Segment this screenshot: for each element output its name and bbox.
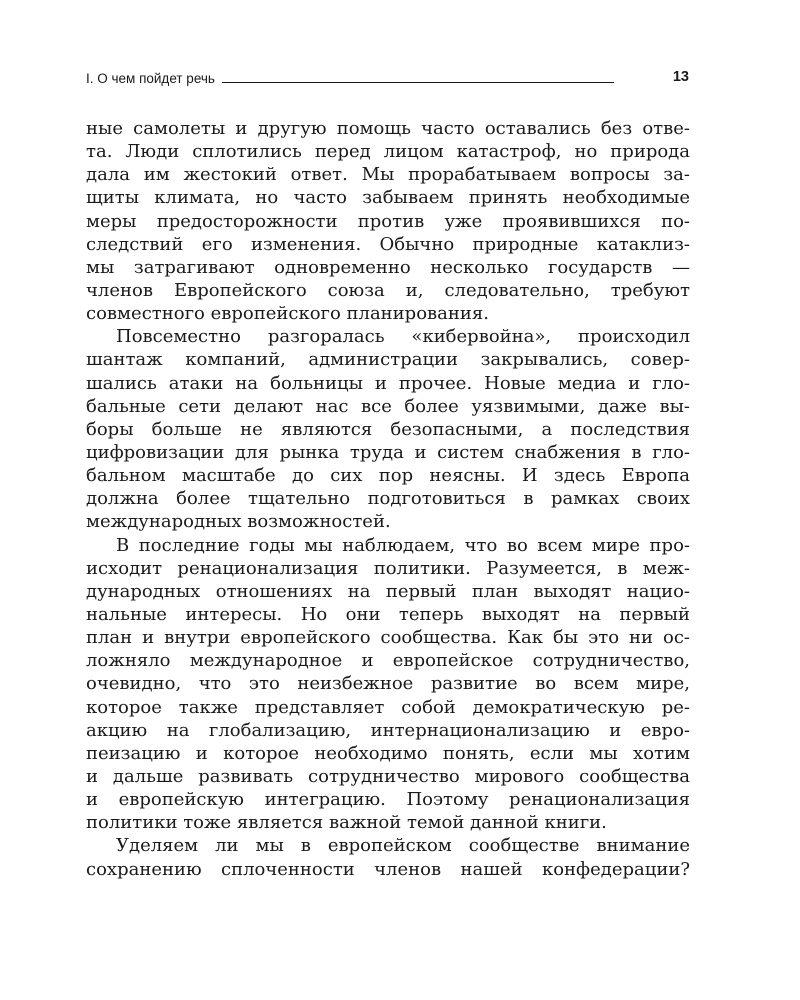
text-line: щиты климата, но часто забываем принять необходимые	[86, 187, 690, 209]
text-line: бальные сети делают нас все более уязвимыми, даже вы-	[86, 395, 690, 417]
text-line: акцию на глобализацию, интернационализацию и евро-	[86, 719, 690, 741]
page-number: 13	[672, 68, 689, 85]
text-line: Повсеместно разгоралась «кибервойна», происходил	[116, 326, 690, 348]
text-line: совместного европейского планирования.	[86, 303, 489, 325]
header-rule	[222, 82, 614, 83]
text-line: следствий его изменения. Обычно природные катаклиз-	[86, 233, 690, 255]
text-line: В последние годы мы наблюдаем, что во всем мире про-	[116, 534, 690, 556]
text-line: международных возможностей.	[86, 511, 391, 533]
text-line: шались атаки на больницы и прочее. Новые медиа и гло-	[86, 372, 690, 394]
text-line: сохранению сплоченности членов нашей конфедерации?	[86, 858, 690, 880]
paragraph	[86, 834, 690, 880]
running-title: I. О чем пойдет речь	[86, 70, 215, 86]
body-text	[86, 117, 690, 881]
text-line: дународных отношениях на первый план выходят нацио-	[86, 580, 690, 602]
text-line: и дальше развивать сотрудничество мирового сообщества	[86, 765, 690, 787]
text-line: членов Европейского союза и, следовательно, требуют	[86, 279, 690, 301]
text-line: которое также представляет собой демократическую ре-	[86, 696, 690, 718]
text-line: меры предосторожности против уже проявившихся по-	[86, 210, 690, 232]
text-line: ложняло международное и европейское сотрудничество,	[86, 650, 690, 672]
text-line: цифровизации для рынка труда и систем снабжения в гло-	[86, 441, 690, 463]
text-line: очевидно, что это неизбежное развитие во всем мире,	[86, 673, 690, 695]
text-line: политики тоже является важной темой данной книги.	[86, 812, 607, 834]
text-line: ные самолеты и другую помощь часто оставались без отве-	[86, 118, 690, 139]
paragraph	[86, 325, 690, 533]
running-header	[86, 66, 690, 86]
text-line: должна более тщательно подготовиться в рамках своих	[86, 488, 690, 510]
text-line: план и внутри европейского сообщества. Как бы это ни ос-	[86, 627, 690, 649]
text-line: бальном масштабе до сих пор неясны. И здесь Европа	[86, 465, 690, 487]
text-line: та. Люди сплотились перед лицом катастроф, но природа	[86, 141, 690, 163]
text-line: дала им жестокий ответ. Мы прорабатываем вопросы за-	[86, 164, 690, 186]
text-line: Уделяем ли мы в европейском сообществе внимание	[116, 835, 690, 857]
text-line: шантаж компаний, администрации закрывались, совер-	[86, 349, 690, 371]
paragraph	[86, 117, 690, 325]
text-line: пеизацию и которое необходимо понять, если мы хотим	[86, 742, 690, 764]
text-line: нальные интересы. Но они теперь выходят на первый	[86, 603, 690, 625]
text-line: мы затрагивают одновременно несколько государств —	[86, 256, 690, 278]
text-line: и европейскую интеграцию. Поэтому ренационализация	[86, 789, 690, 811]
text-line: боры больше не являются безопасными, а последствия	[86, 418, 690, 440]
text-line: исходит ренационализация политики. Разумеется, в меж-	[86, 557, 690, 579]
paragraph	[86, 534, 690, 835]
